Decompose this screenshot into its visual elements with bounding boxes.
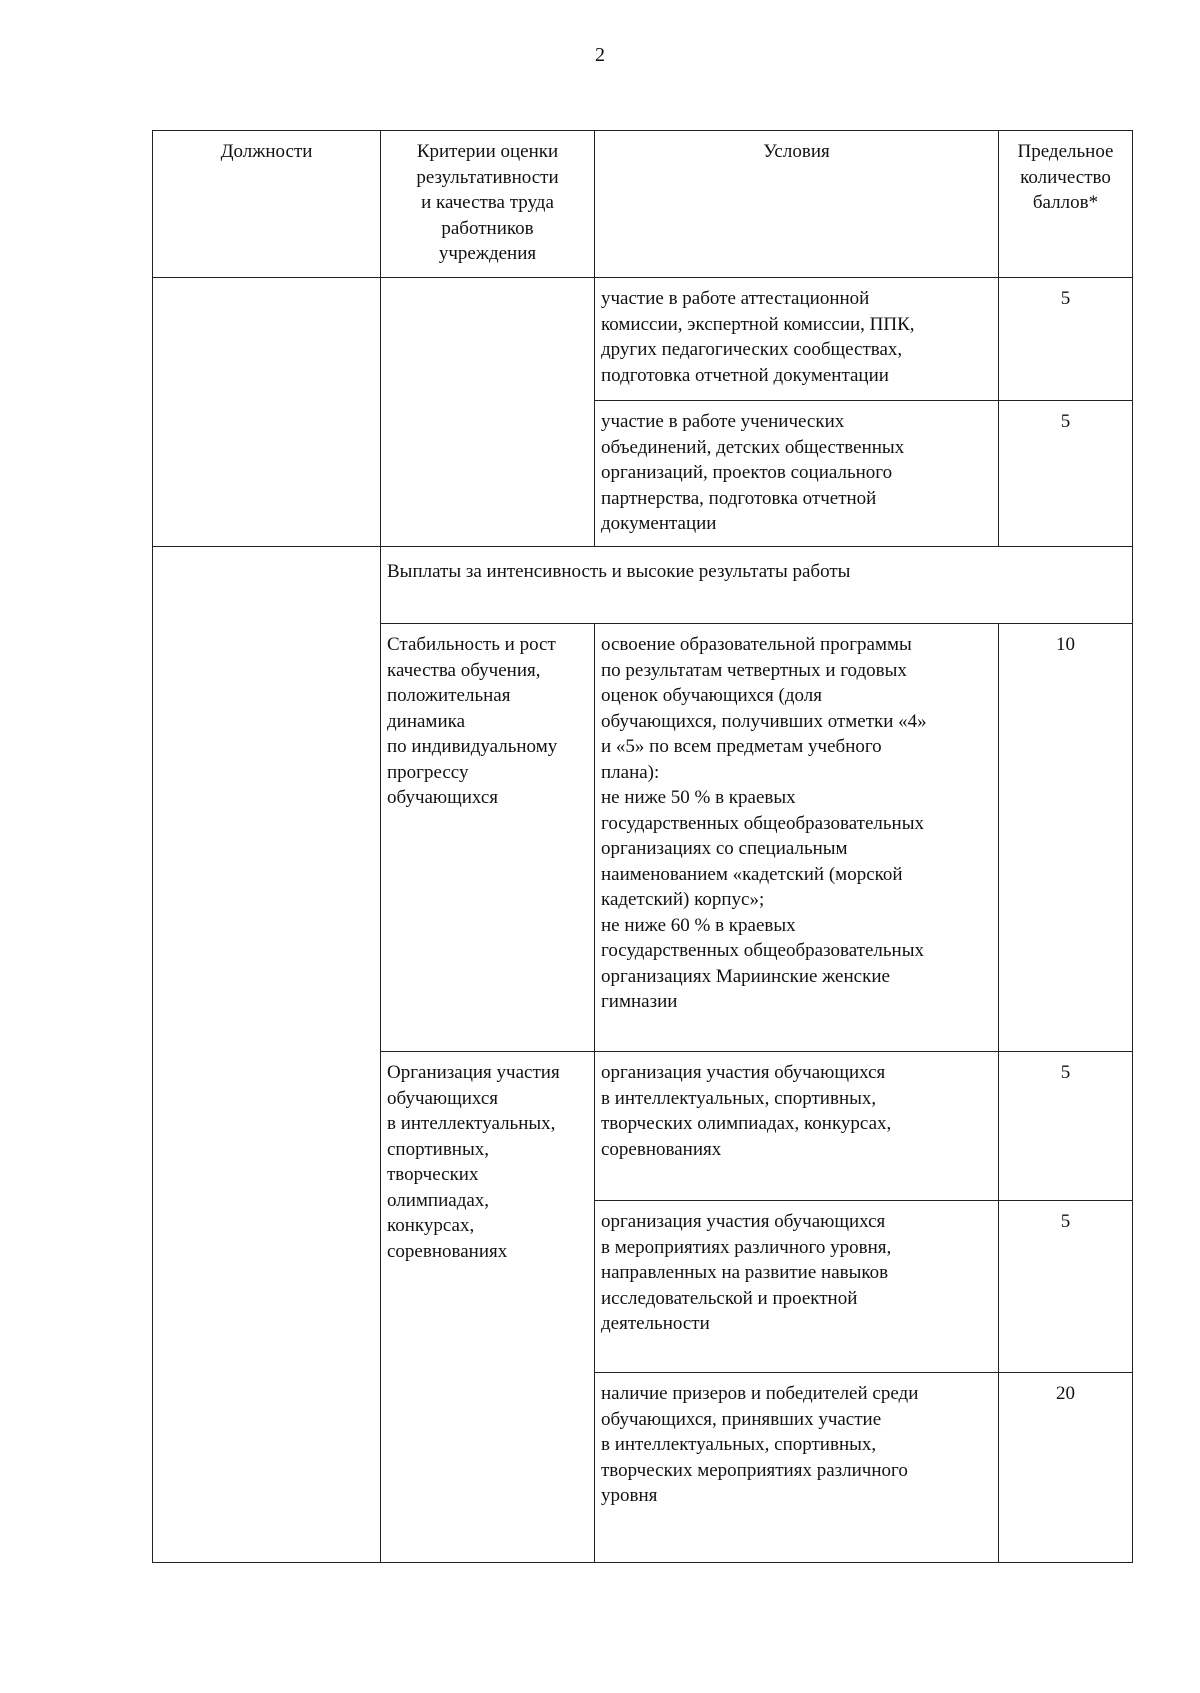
header-criteria: Критерии оценки результативности и качества труда работников учреждения bbox=[381, 131, 595, 278]
section-title: Выплаты за интенсивность и высокие результаты работы bbox=[381, 547, 1133, 624]
points-cell: 5 bbox=[999, 278, 1133, 401]
position-cell-empty bbox=[153, 278, 381, 547]
table-header-row bbox=[153, 131, 1133, 278]
page-number: 2 bbox=[595, 44, 605, 66]
points-cell: 5 bbox=[999, 401, 1133, 547]
condition-cell: организация участия обучающихся в мероприятиях различного уровня, направленных на развитие навыков исследовательской и проектной деятельности bbox=[595, 1201, 999, 1373]
condition-cell: организация участия обучающихся в интеллектуальных, спортивных, творческих олимпиадах, конкурсах, соревнованиях bbox=[595, 1052, 999, 1201]
position-cell-empty bbox=[153, 547, 381, 1563]
criteria-table bbox=[152, 130, 1133, 1563]
criterion-cell: Организация участия обучающихся в интеллектуальных, спортивных, творческих олимпиадах, конкурсах, соревнованиях bbox=[381, 1052, 595, 1563]
header-position: Должности bbox=[153, 131, 381, 278]
points-cell: 20 bbox=[999, 1373, 1133, 1563]
section-title-row bbox=[153, 547, 1133, 624]
header-conditions: Условия bbox=[595, 131, 999, 278]
points-cell: 5 bbox=[999, 1052, 1133, 1201]
table-row bbox=[153, 278, 1133, 401]
condition-cell: освоение образовательной программы по результатам четвертных и годовых оценок обучающихся (доля обучающихся, получивших отметки «4» и «5» по всем предметам учебного плана): не ниже 50 % в краевых государственных общеобразовательных организациях со специальным наименованием «кадетский (морской кадетский) корпус»; не ниже 60 % в краевых государственных общеобразовательных организациях Мариинские женские гимназии bbox=[595, 624, 999, 1052]
criterion-cell: Стабильность и рост качества обучения, положительная динамика по индивидуальному прогрессу обучающихся bbox=[381, 624, 595, 1052]
header-max-points: Предельное количество баллов* bbox=[999, 131, 1133, 278]
condition-cell: наличие призеров и победителей среди обучающихся, принявших участие в интеллектуальных, спортивных, творческих мероприятиях различного уровня bbox=[595, 1373, 999, 1563]
points-cell: 10 bbox=[999, 624, 1133, 1052]
points-cell: 5 bbox=[999, 1201, 1133, 1373]
condition-cell: участие в работе аттестационной комиссии, экспертной комиссии, ППК, других педагогических сообществах, подготовка отчетной документации bbox=[595, 278, 999, 401]
condition-cell: участие в работе ученических объединений, детских общественных организаций, проектов социального партнерства, подготовка отчетной документации bbox=[595, 401, 999, 547]
criterion-cell-empty bbox=[381, 278, 595, 547]
